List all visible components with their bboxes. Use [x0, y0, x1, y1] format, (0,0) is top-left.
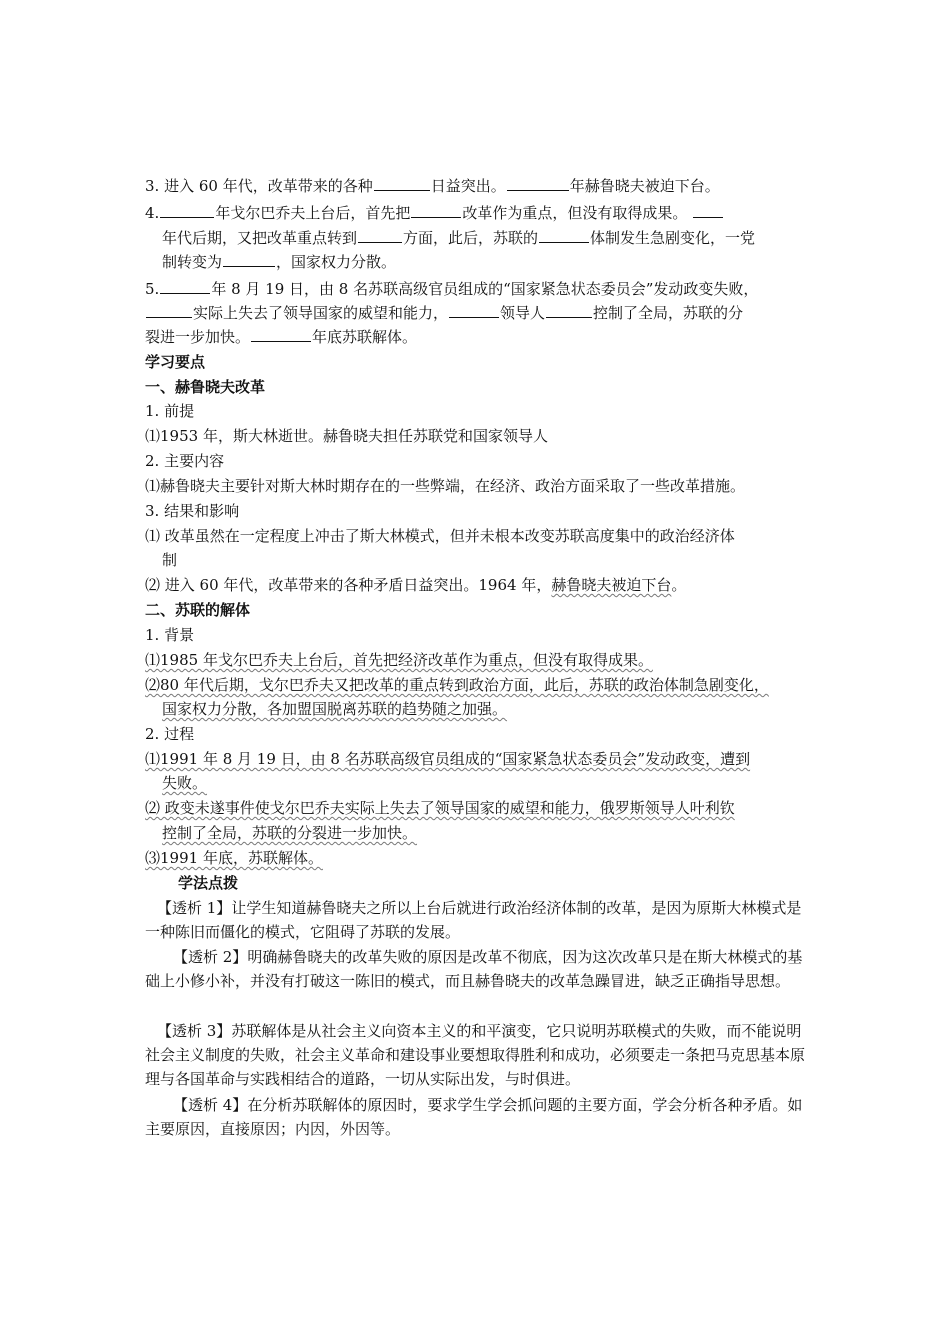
- blank-field[interactable]: [539, 226, 589, 243]
- blank-field[interactable]: [374, 174, 430, 191]
- question-3: [145, 174, 720, 198]
- q4-text-h: ，国家权力分散。: [276, 253, 397, 271]
- analysis-paragraph: [145, 1019, 807, 1091]
- q3-text-c: 年赫鲁晓夫被迫下台。: [569, 177, 720, 195]
- paragraph-line: ⑴赫鲁晓夫主要针对斯大林时期存在的一些弊端，在经济、政治方面采取了一些改革措施。: [145, 477, 746, 495]
- paragraph-line: ⑶1991 年底，苏联解体。: [145, 849, 323, 867]
- q4-text-a: 4.: [145, 204, 160, 222]
- q4-text-d: 年代后期，又把改革重点转到: [162, 229, 358, 247]
- blank-field[interactable]: [693, 201, 723, 218]
- question-5-line-1: [145, 277, 758, 301]
- section-1-title: 一、赫鲁晓夫改革: [145, 378, 266, 396]
- paragraph-line: 制: [162, 551, 178, 569]
- blank-field[interactable]: [358, 226, 402, 243]
- q4-text-c: 改革作为重点，但没有取得成果。: [462, 204, 688, 222]
- question-5-line-2: [145, 301, 743, 325]
- q5-text-d: 领导人: [500, 304, 546, 322]
- blank-field[interactable]: [546, 301, 592, 318]
- question-4-line-3: [162, 250, 396, 274]
- subheading: 2. 主要内容: [145, 452, 225, 470]
- q3-text-a: 3. 进入 60 年代，改革带来的各种: [145, 177, 373, 195]
- blank-field[interactable]: [507, 174, 569, 191]
- q3-text-b: 日益突出。: [430, 177, 506, 195]
- q4-text-g: 制转变为: [162, 253, 223, 271]
- q4-text-b: 年戈尔巴乔夫上台后，首先把: [215, 204, 411, 222]
- blank-field[interactable]: [160, 201, 214, 218]
- question-4-line-2: [162, 226, 755, 250]
- paragraph-line: 国家权力分散，各加盟国脱离苏联的趋势随之加强。: [162, 700, 508, 718]
- text-span: ⑵ 进入 60 年代，改革带来的各种矛盾日益突出。1964 年，: [145, 576, 552, 594]
- study-points-heading: 学习要点: [145, 353, 206, 371]
- paragraph-line: [145, 573, 686, 597]
- subheading: 1. 前提: [145, 402, 195, 420]
- q4-text-f: 体制发生急剧变化，一党: [590, 229, 756, 247]
- analysis-label: 【透析 4】: [173, 1096, 248, 1114]
- blank-field[interactable]: [411, 201, 461, 218]
- question-4-line-1: [145, 201, 724, 225]
- q4-text-e: 方面，此后，苏联的: [403, 229, 539, 247]
- question-5-line-3: [145, 325, 417, 349]
- analysis-label: 【透析 1】: [157, 899, 232, 917]
- subheading: 1. 背景: [145, 626, 195, 644]
- paragraph-line: ⑴ 改革虽然在一定程度上冲击了斯大林模式，但并未根本改变苏联高度集中的政治经济体: [145, 527, 735, 545]
- q5-text-c: 实际上失去了领导国家的威望和能力，: [193, 304, 449, 322]
- blank-field[interactable]: [449, 301, 499, 318]
- q5-text-b: 年 8 月 19 日，由 8 名苏联高级官员组成的“国家紧急状态委员会”发动政变失败，: [211, 280, 759, 298]
- blank-field[interactable]: [223, 250, 275, 267]
- analysis-paragraph: [145, 896, 807, 944]
- paragraph-line: ⑴1953 年，斯大林逝世。赫鲁晓夫担任苏联党和国家领导人: [145, 427, 548, 445]
- blank-field[interactable]: [146, 301, 192, 318]
- subheading: 3. 结果和影响: [145, 502, 240, 520]
- analysis-paragraph: [145, 945, 807, 993]
- paragraph-line: 失败。: [162, 774, 208, 792]
- analysis-text: 让学生知道赫鲁晓夫之所以上台后就进行政治经济体制的改革，是因为原斯大林模式是一种陈旧而僵化的模式，它阻碍了苏联的发展。: [145, 899, 802, 941]
- analysis-paragraph: [145, 1093, 807, 1141]
- paragraph-line: 控制了全局，苏联的分裂进一步加快。: [162, 824, 418, 842]
- analysis-label: 【透析 3】: [157, 1022, 232, 1040]
- paragraph-line: ⑵80 年代后期，戈尔巴乔夫又把改革的重点转到政治方面，此后，苏联的政治体制急剧变化，: [145, 676, 769, 694]
- paragraph-line: ⑵ 政变未遂事件使戈尔巴乔夫实际上失去了领导国家的威望和能力，俄罗斯领导人叶利钦: [145, 799, 735, 817]
- emphasis-text: 赫鲁晓夫被迫下台: [551, 576, 672, 594]
- subheading: 2. 过程: [145, 725, 195, 743]
- section-2-title: 二、苏联的解体: [145, 601, 251, 619]
- analysis-text: 苏联解体是从社会主义向资本主义的和平演变，它只说明苏联模式的失败，而不能说明社会主义制度的失败，社会主义革命和建设事业要想取得胜利和成功，必须要走一条把马克思基本原理与各国革命与实践相结合的道路，一切从实际出发，与时俱进。: [145, 1022, 806, 1088]
- q5-text-g: 年底苏联解体。: [312, 328, 418, 346]
- methods-heading: 学法点拨: [178, 874, 239, 892]
- blank-field[interactable]: [251, 325, 311, 342]
- text-span: 。: [671, 576, 687, 594]
- paragraph-line: ⑴1985 年戈尔巴乔夫上台后，首先把经济改革作为重点，但没有取得成果。: [145, 651, 653, 669]
- q5-text-a: 5.: [145, 280, 160, 298]
- analysis-label: 【透析 2】: [173, 948, 248, 966]
- q5-text-e: 控制了全局，苏联的分: [593, 304, 744, 322]
- blank-field[interactable]: [160, 277, 210, 294]
- analysis-text: 在分析苏联解体的原因时，要求学生学会抓问题的主要方面，学会分析各种矛盾。如主要原因，直接原因；内因，外因等。: [145, 1096, 803, 1138]
- paragraph-line: ⑴1991 年 8 月 19 日，由 8 名苏联高级官员组成的“国家紧急状态委员会”发动政变，遭到: [145, 750, 751, 768]
- analysis-text: 明确赫鲁晓夫的改革失败的原因是改革不彻底，因为这次改革只是在斯大林模式的基础上小修小补，并没有打破这一陈旧的模式，而且赫鲁晓夫的改革急躁冒进，缺乏正确指导思想。: [145, 948, 803, 990]
- q5-text-f: 裂进一步加快。: [145, 328, 251, 346]
